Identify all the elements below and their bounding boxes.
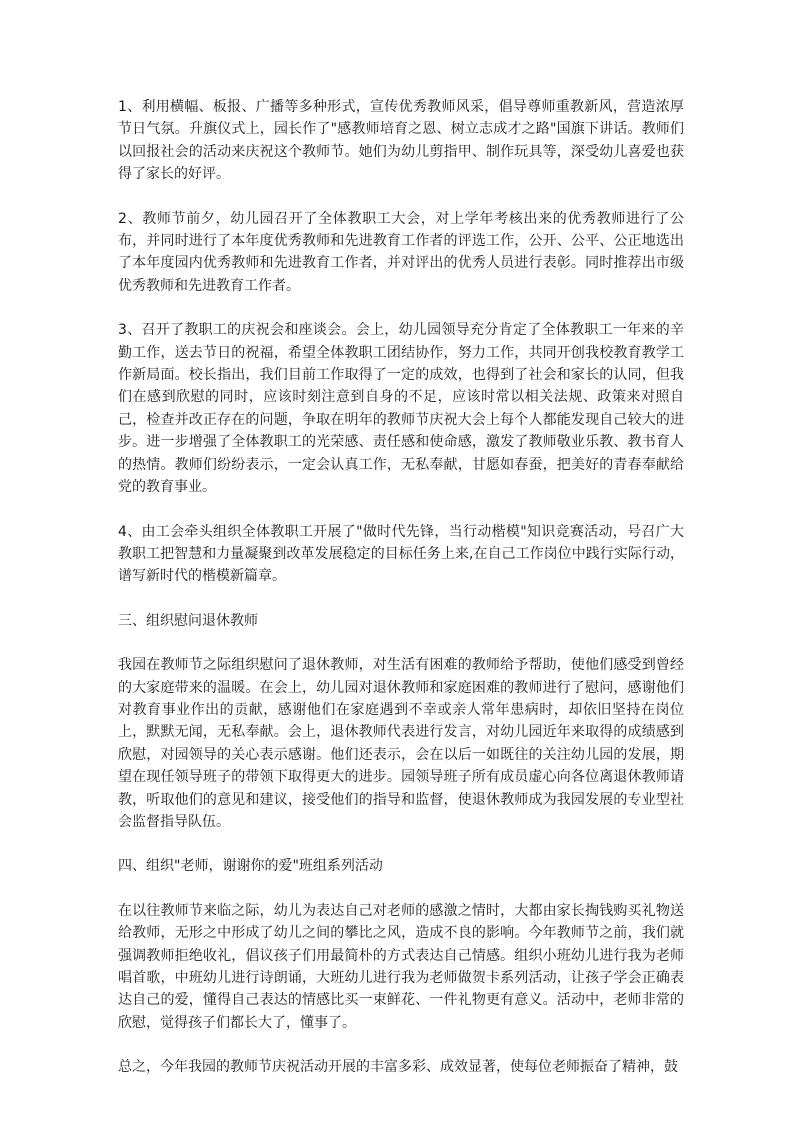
paragraph-item-3: 3、召开了教职工的庆祝会和座谈会。会上，幼儿园领导充分肯定了全体教职工一年来的辛勤工作，送去节日的祝福，希望全体教职工团结协作，努力工作，共同开创我校教育教学工作新局面。校长指出，我们目前工作取得了一定的成效，也得到了社会和家长的认同，但我们在感到欣慰的同时，应该时刻注意到自身的不足，应该时常以相关法规、政策来对照自己，检查并改正存在的问题，争取在明年的教师节庆祝大会上每个人都能发现自己较大的进步。进一步增强了全体教职工的光荣感、责任感和使命感，激发了教师敬业乐教、教书育人的热情。教师们纷纷表示，一定会认真工作，无私奉献，甘愿如春蚕，把美好的青春奉献给党的教育事业。 [118, 322, 684, 496]
section-3-paragraph: 我园在教师节之际组织慰问了退休教师，对生活有困难的教师给予帮助，使他们感受到曾经的大家庭带来的温暖。在会上，幼儿园对退休教师和家庭困难的教师进行了慰问，感谢他们对教育事业作出的贡献，感谢他们在家庭遇到不幸或亲人常年患病时，却依旧坚持在岗位上，默默无闻，无私奉献。会上，退休教师代表进行发言，对幼儿园近年来取得的成绩感到欣慰，对园领导的关心表示感谢。他们还表示，会在以后一如既往的关注幼儿园的发展，期望在现任领导班子的带领下取得更大的进步。园领导班子所有成员虚心向各位离退休教师请教，听取他们的意见和建议，接受他们的指导和监督，使退休教师成为我园发展的专业型社会监督指导队伍。 [118, 657, 684, 830]
document-page [118, 96, 684, 1101]
section-heading-3: 三、组织慰问退休教师 [118, 612, 258, 629]
paragraph-item-2: 2、教师节前夕，幼儿园召开了全体教职工大会，对上学年考核出来的优秀教师进行了公布，并同时进行了本年度优秀教师和先进教育工作者的评选工作，公开、公平、公正地选出了本年度园内优秀教师和先进教育工作者，并对评出的优秀人员进行表彰。同时推荐出市级优秀教师和先进教育工作者。 [118, 210, 684, 294]
section-4-paragraph: 在以往教师节来临之际，幼儿为表达自己对老师的感激之情时，大都由家长掏钱购买礼物送给教师，无形之中形成了幼儿之间的攀比之风，造成不良的影响。今年教师节之前，我们就强调教师拒绝收礼，倡议孩子们用最简朴的方式表达自己情感。组织小班幼儿进行我为老师唱首歌，中班幼儿进行诗朗诵，大班幼儿进行我为老师做贺卡系列活动，让孩子学会正确表达自己的爱，懂得自己表达的情感比买一束鲜花、一件礼物更有意义。活动中，老师非常的欣慰，觉得孩子们都长大了，懂事了。 [118, 902, 684, 1031]
closing-paragraph: 总之，今年我园的教师节庆祝活动开展的丰富多彩、成效显著，使每位老师振奋了精神，鼓 [118, 1059, 678, 1076]
paragraph-item-4: 4、由工会牵头组织全体教职工开展了"做时代先锋，当行动楷模"知识竞赛活动，号召广大教职工把智慧和力量凝聚到改革发展稳定的目标任务上来,在自己工作岗位中践行实际行动，谱写新时代的楷模新篇章。 [118, 523, 684, 585]
paragraph-item-1: 1、利用横幅、板报、广播等多种形式，宣传优秀教师风采，倡导尊师重教新风，营造浓厚节日气氛。升旗仪式上，园长作了"感教师培育之恩、树立志成才之路"国旗下讲话。教师们以回报社会的活动来庆祝这个教师节。她们为幼儿剪指甲、制作玩具等，深受幼儿喜爱也获得了家长的好评。 [118, 99, 684, 183]
section-heading-4: 四、组织"老师，谢谢你的爱"班组系列活动 [118, 858, 383, 875]
